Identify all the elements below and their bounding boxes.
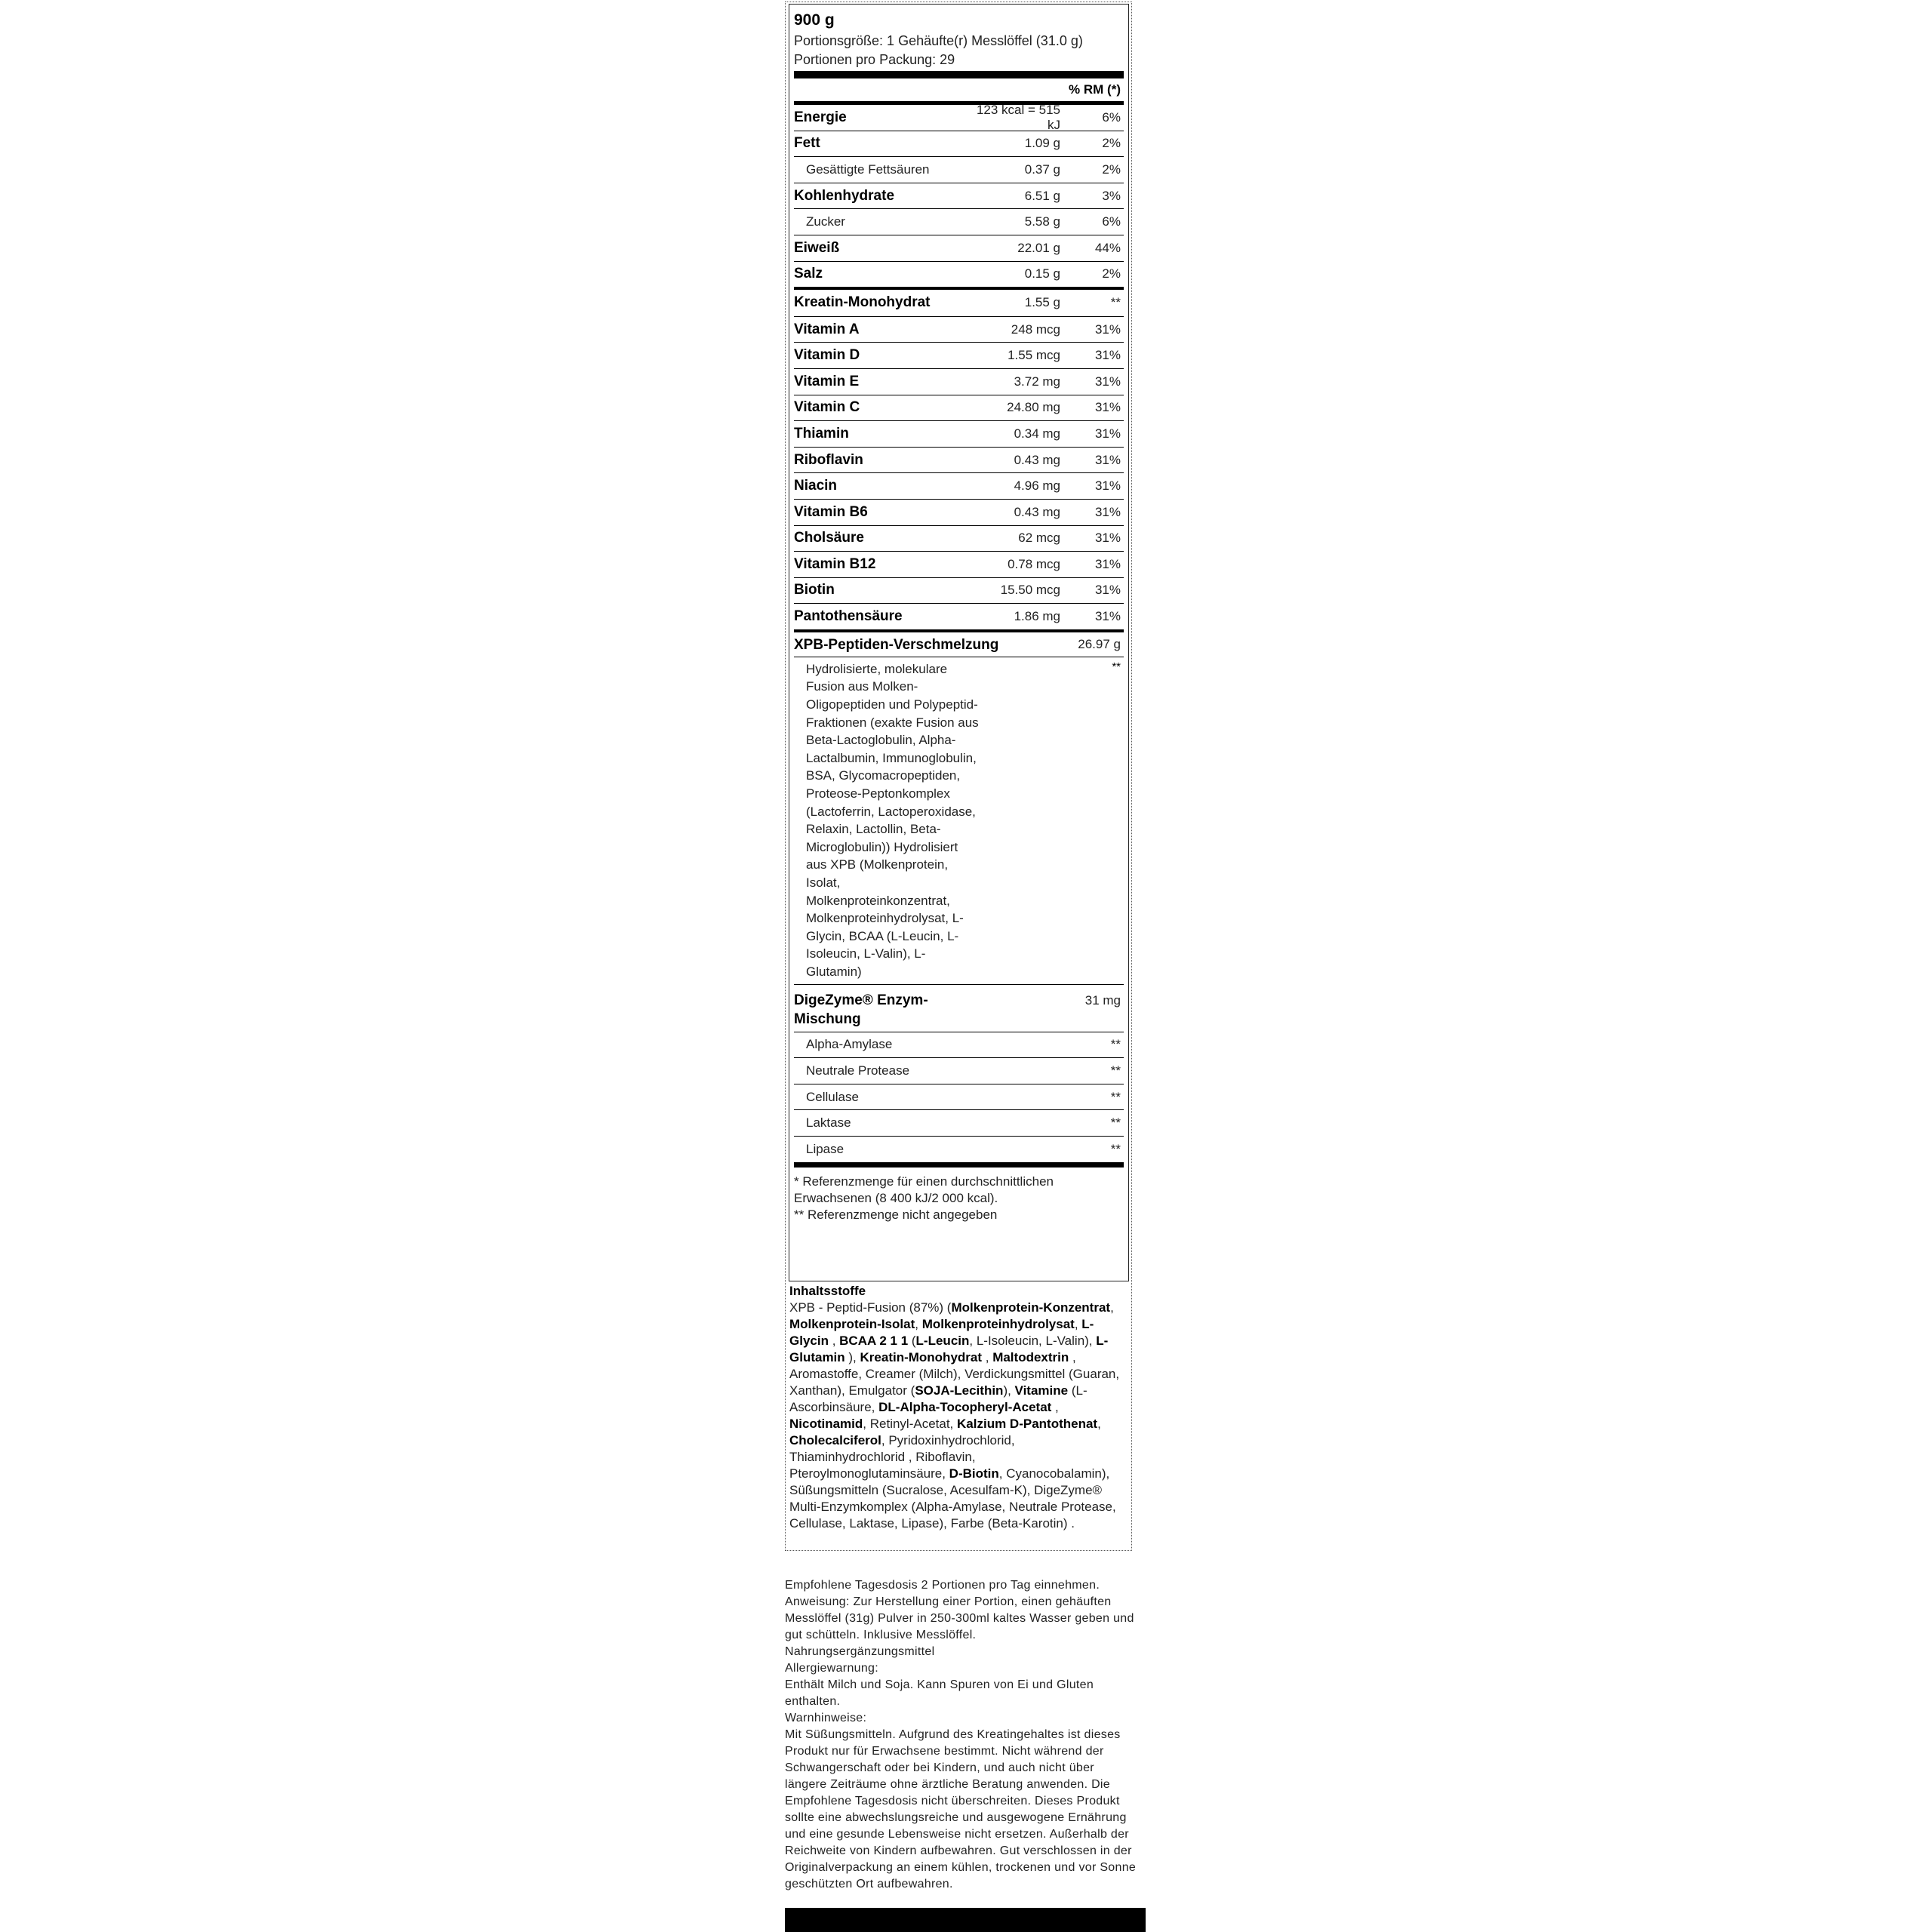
nutrient-pct: 6% xyxy=(1102,109,1121,125)
micro-value: 248 mcg xyxy=(1011,321,1060,337)
micro-row xyxy=(794,290,1124,316)
warning-title: Warnhinweise: xyxy=(785,1712,867,1724)
enzyme-row xyxy=(794,1084,1124,1110)
micro-name: Biotin xyxy=(794,582,835,598)
blend-details xyxy=(794,657,1124,984)
blend-name: XPB-Peptiden-Verschmelzung xyxy=(794,636,999,653)
micro-row xyxy=(794,368,1124,395)
nutrient-value: 5.58 g xyxy=(1024,214,1060,229)
micro-pct: 31% xyxy=(1094,374,1121,389)
micro-name: Riboflavin xyxy=(794,451,863,468)
nutrient-row xyxy=(794,183,1124,209)
nutrient-name: Eiweiß xyxy=(794,239,840,256)
blend-description: Hydrolisierte, molekulare Fusion aus Molken-Oligopeptiden und Polypeptid-Fraktionen (exakte Fusion aus Beta-Lactoglobulin, Alpha-Lactalbumin, Immunoglobulin, BSA, Glycomacropeptiden, Proteose-Peptonkomplex (Lactoferrin, Lactoperoxidase, Relaxin, Lactollin, Beta-Microglobulin)) Hydrolisiert aus XPB (Molkenprotein, Isolat, Molkenproteinkonzentrat, Molkenproteinhydrolysat, L-Glycin, BCAA (L-Leucin, L-Isoleucin, L-Valin), L-Glutamin) xyxy=(806,661,979,979)
enzyme-item-name: Neutrale Protease xyxy=(806,1063,910,1078)
nutrient-row xyxy=(794,208,1124,235)
nutrient-value: 0.37 g xyxy=(1024,162,1060,177)
nutrient-value: 0.15 g xyxy=(1024,266,1060,281)
micro-name: Kreatin-Monohydrat xyxy=(794,294,931,311)
micro-pct: 31% xyxy=(1094,348,1121,363)
footnote-reference: * Referenzmenge für einen durchschnittlichen Erwachsenen (8 400 kJ/2 000 kcal). xyxy=(794,1174,1054,1205)
nutrient-value: 6.51 g xyxy=(1024,188,1060,203)
bottom-black-bar xyxy=(785,1908,1146,1932)
micro-pct: 31% xyxy=(1094,400,1121,415)
micro-row xyxy=(794,420,1124,447)
allergy-title: Allergiewarnung: xyxy=(785,1662,878,1675)
nutrient-row xyxy=(794,261,1124,288)
micro-name: Vitamin D xyxy=(794,347,860,364)
micro-row xyxy=(794,316,1124,343)
enzyme-item-name: Lipase xyxy=(806,1141,844,1156)
micro-value: 24.80 mg xyxy=(1007,400,1060,415)
micro-name: Vitamin C xyxy=(794,399,860,416)
nutrient-name: Salz xyxy=(794,266,823,282)
nutrition-facts-label xyxy=(789,4,1129,1281)
nutrient-name: Fett xyxy=(794,135,820,152)
rm-header: % RM (*) xyxy=(1069,82,1121,97)
enzyme-row xyxy=(794,1057,1124,1084)
nutrient-row xyxy=(794,156,1124,183)
nutrient-pct: 2% xyxy=(1102,136,1121,151)
micro-pct: 31% xyxy=(1094,478,1121,494)
nutrient-row xyxy=(794,235,1124,261)
micro-pct: 31% xyxy=(1094,583,1121,598)
enzyme-item-name: Laktase xyxy=(806,1115,851,1131)
divider-thick xyxy=(794,71,1124,78)
micro-name: Cholsäure xyxy=(794,530,864,546)
nutrient-pct: 2% xyxy=(1102,266,1121,281)
nutrient-row xyxy=(794,104,1124,131)
usage-instruction: Anweisung: Zur Herstellung einer Portion, einen gehäuften Messlöffel (31g) Pulver in 250-300ml kaltes Wasser geben und gut schütteln. Inklusive Messlöffel. xyxy=(785,1595,1134,1641)
blend-header xyxy=(794,632,1124,657)
footnote-no-reference: ** Referenzmenge nicht angegeben xyxy=(794,1207,998,1222)
micro-value: 1.55 g xyxy=(1024,295,1060,310)
micro-name: Vitamin A xyxy=(794,321,860,337)
blend-pct: ** xyxy=(1112,660,1121,673)
servings-per-pack: Portionen pro Packung: 29 xyxy=(794,52,955,67)
micro-pct: 31% xyxy=(1094,452,1121,467)
nutrient-name: Energie xyxy=(794,109,847,125)
warning-text: Mit Süßungsmitteln. Aufgrund des Kreatingehaltes ist dieses Produkt nur für Erwachsene bestimmt. Nicht während der Schwangerschaft oder bei Kindern, und auch nicht über längere Zeiträume ohne ärztliche Beratung anwenden. Die Empfohlene Tagesdosis nicht überschreiten. Dieses Produkt sollte eine abwechslungsreiche und ausgewogene Ernährung und eine gesunde Lebensweise nicht ersetzen. Außerhalb der Reichweite von Kindern aufbewahren. Gut verschlossen in der Originalverpackung an einem kühlen, trockenen und vor Sonne geschützten Ort aufbewahren. xyxy=(785,1728,1137,1890)
nutrient-pct: 2% xyxy=(1102,162,1121,177)
micro-pct: 31% xyxy=(1094,609,1121,624)
usage-section xyxy=(785,1577,1140,1893)
enzyme-item-pct: ** xyxy=(1110,1037,1121,1052)
micro-row xyxy=(794,499,1124,525)
usage-dose: Empfohlene Tagesdosis 2 Portionen pro Tag einnehmen. xyxy=(785,1579,1100,1592)
enzyme-header xyxy=(794,984,1124,1032)
micro-row xyxy=(794,577,1124,604)
ingredients-title: Inhaltsstoffe xyxy=(789,1284,866,1298)
micro-row xyxy=(794,551,1124,577)
micro-value: 62 mcg xyxy=(1018,531,1060,546)
allergy-text: Enthält Milch und Soja. Kann Spuren von Ei und Gluten enthalten. xyxy=(785,1678,1094,1708)
enzyme-row xyxy=(794,1136,1124,1162)
micro-pct: 31% xyxy=(1094,426,1121,441)
micro-row xyxy=(794,472,1124,499)
micro-name: Thiamin xyxy=(794,425,849,441)
nutrient-value: 22.01 g xyxy=(1017,240,1060,255)
nutrient-pct: 3% xyxy=(1102,188,1121,203)
micro-name: Niacin xyxy=(794,478,838,494)
package-weight: 900 g xyxy=(794,11,835,29)
micro-pct: 31% xyxy=(1094,321,1121,337)
blend-amount: 26.97 g xyxy=(1078,636,1121,651)
micro-row xyxy=(794,603,1124,629)
micro-pct: 31% xyxy=(1094,531,1121,546)
micro-value: 0.43 mg xyxy=(1014,504,1060,519)
micro-row xyxy=(794,525,1124,552)
enzyme-item-pct: ** xyxy=(1110,1141,1121,1156)
nutrient-name: Kohlenhydrate xyxy=(794,187,895,204)
enzyme-item-pct: ** xyxy=(1110,1115,1121,1131)
micro-pct: 31% xyxy=(1094,504,1121,519)
micro-value: 0.78 mcg xyxy=(1008,556,1060,571)
nutrient-value: 123 kcal = 515 kJ xyxy=(976,102,1060,132)
micro-row xyxy=(794,395,1124,421)
micronutrient-table xyxy=(794,290,1124,629)
ingredients-text: XPB - Peptid-Fusion (87%) (Molkenprotein-Konzentrat, Molkenprotein-Isolat, Molkenproteinhydrolysat, L-Glycin , BCAA 2 1 1 (L-Leucin, L-Isoleucin, L-Valin), L-Glutamin ), Kreatin-Monohydrat , Maltodextrin , Aromastoffe, Creamer (Milch), Verdickungsmittel (Guaran, Xanthan), Emulgator (SOJA-Lecithin), Vitamine (L-Ascorbinsäure, DL-Alpha-Tocopheryl-Acetat , Nicotinamid, Retinyl-Acetat, Kalzium D-Pantothenat, Cholecalciferol, Pyridoxinhydrochlorid, Thiaminhydrochlorid , Riboflavin, Pteroylmonoglutaminsäure, D-Biotin, Cyanocobalamin), Süßungsmitteln (Sucralose, Acesulfam-K), DigeZyme® Multi-Enzymkomplex (Alpha-Amylase, Neutrale Protease, Cellulase, Laktase, Lipase), Farbe (Beta-Karotin) . xyxy=(789,1300,1120,1531)
micro-name: Vitamin B12 xyxy=(794,555,876,572)
micro-value: 1.55 mcg xyxy=(1008,348,1060,363)
nutrient-name: Gesättigte Fettsäuren xyxy=(806,162,930,177)
micro-value: 0.34 mg xyxy=(1014,426,1060,441)
ingredients-section xyxy=(789,1283,1129,1532)
serving-size: Portionsgröße: 1 Gehäufte(r) Messlöffel (31.0 g) xyxy=(794,33,1083,48)
micro-pct: 31% xyxy=(1094,556,1121,571)
micro-row xyxy=(794,447,1124,473)
nutrient-name: Zucker xyxy=(806,214,845,229)
micro-value: 15.50 mcg xyxy=(1000,583,1060,598)
enzyme-amount: 31 mg xyxy=(1084,992,1121,1008)
enzyme-item-pct: ** xyxy=(1110,1089,1121,1104)
micro-value: 1.86 mg xyxy=(1014,609,1060,624)
enzyme-row xyxy=(794,1109,1124,1136)
nutrient-value: 1.09 g xyxy=(1024,136,1060,151)
nutrient-row xyxy=(794,131,1124,157)
micro-name: Vitamin E xyxy=(794,373,860,389)
micro-value: 3.72 mg xyxy=(1014,374,1060,389)
usage-category: Nahrungsergänzungsmittel xyxy=(785,1645,935,1658)
nutrient-pct: 44% xyxy=(1094,240,1121,255)
nutrient-table xyxy=(794,104,1124,287)
enzyme-row xyxy=(794,1032,1124,1058)
enzyme-item-name: Alpha-Amylase xyxy=(806,1037,893,1052)
nutrient-pct: 6% xyxy=(1102,214,1121,229)
enzyme-item-pct: ** xyxy=(1110,1063,1121,1078)
footnotes xyxy=(794,1168,1124,1223)
micro-row xyxy=(794,342,1124,368)
micro-name: Pantothensäure xyxy=(794,608,903,625)
micro-pct: ** xyxy=(1110,295,1121,310)
micro-value: 4.96 mg xyxy=(1014,478,1060,494)
micro-value: 0.43 mg xyxy=(1014,452,1060,467)
enzyme-name: DigeZyme® Enzym-Mischung xyxy=(794,992,928,1027)
divider-thick xyxy=(794,1162,1124,1168)
enzyme-item-name: Cellulase xyxy=(806,1089,859,1104)
micro-name: Vitamin B6 xyxy=(794,503,868,520)
